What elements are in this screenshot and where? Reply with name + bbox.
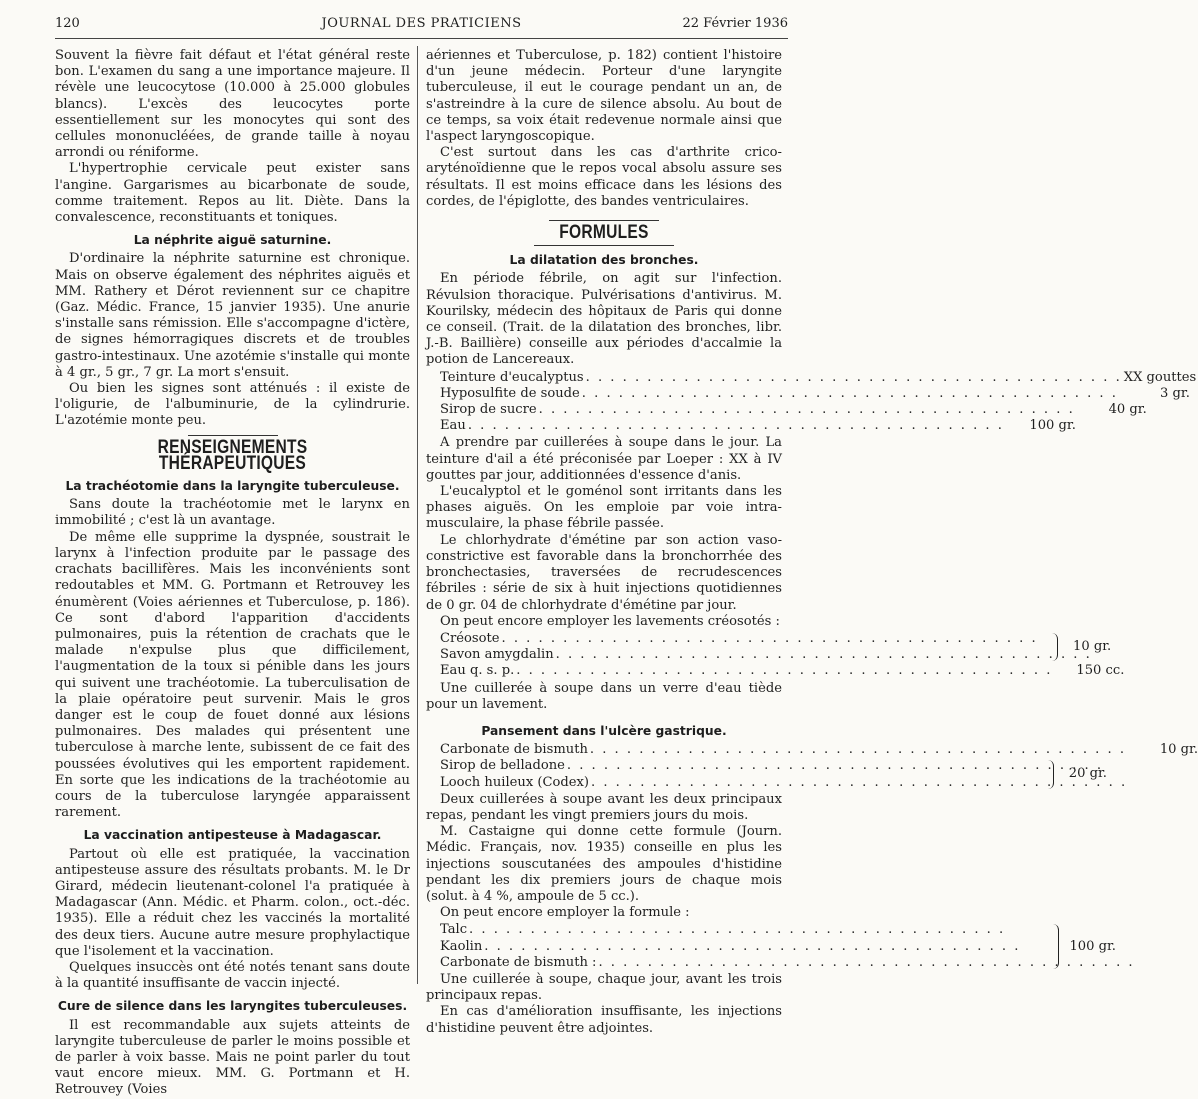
ingredient-name: Savon amygdalin (440, 647, 554, 663)
ingredient-name: Carbonate de bismuth : (440, 954, 597, 970)
page-number: 120 (55, 16, 80, 31)
brace (1045, 760, 1054, 788)
formula-group (440, 630, 1112, 663)
article-title: La trachéotomie dans la laryngite tuberculeuse. (65, 479, 400, 494)
section-title: FORMULES (559, 222, 649, 244)
left-column (55, 48, 410, 1099)
formula-row (440, 663, 1125, 679)
ingredient-amount: 150 cc. (1076, 663, 1125, 679)
paragraph: Sans doute la trachéotomie met le larynx en immobilité ; c'est là un avantage. (55, 497, 410, 529)
paragraph: Deux cuillerées à soupe avant les deux principaux repas, pendant les vingt premiers jours du mois. (426, 791, 782, 823)
ingredient-amount: 100 gr. (1069, 938, 1116, 954)
column-divider (417, 46, 418, 984)
paragraph: D'ordinaire la néphrite saturnine est chronique. Mais on observe également des néphrites aiguës et MM. Rathery et Dérot reviennent sur ce chapitre (Gaz. Médic. France, 15 janvier 1935). Une anurie s'installe sans rémission. Elle s'accompagne d'ictère, de signes hémorragiques discrets et de troubles gastro-intestinaux. Une azotémie s'installe qui monte à 4 gr., 5 gr., 7 gr. La mort s'ensuit. (55, 251, 410, 380)
article-title: Cure de silence dans les laryngites tuberculeuses. (57, 999, 408, 1014)
formula-row (440, 742, 1198, 758)
formula-table (440, 742, 1198, 791)
section-title: RENSEIGNEMENTS THÉRAPEUTIQUES (157, 436, 308, 474)
paragraph: En période fébrile, on agit sur l'infection. Révulsion thoracique. Pulvérisations d'antivirus. M. Kourilsky, médecin des hôpitaux de Paris qui donne ce conseil. (Trait. de la dilatation des bronches, libr. J.-B. Baillière) conseille aux périodes d'accalmie la potion de Lancereaux. (426, 271, 782, 368)
leader-dots (484, 939, 1047, 955)
formula-table (440, 369, 1197, 435)
leader-dots (590, 742, 1126, 758)
leader-dots (502, 631, 1048, 647)
article-title: La dilatation des bronches. (509, 253, 699, 268)
paragraph: De même elle supprime la dyspnée, soustrait le larynx à l'infection produite par le passage des crachats bacillifères. Mais les inconvénients sont redoutables et MM. G. Portmann et Retrouvey les énumèrent (Voies aériennes et Tuberculose, p. 186). Ce sont d'abord l'apparition d'accidents pulmonaires, puis la rétention de crachats que le malade n'expulse plus que difficilement, l'augmentation de la toux si pénible dans les jours qui suivent une trachéotomie. La tuberculisation de la plaie opératoire peut survenir. Mais le gros danger est le coup de fouet donné aux lésions pulmonaires. Des malades qui présentent une tuberculose à marche lente, subissent de ce fait des poussées évolutives qui les emportent rapidement. En sorte que les indications de la trachéotomie au cours de la tuberculose laryngée apparaissent rarement. (55, 529, 410, 821)
leader-dots (468, 418, 1004, 434)
paragraph: M. Castaigne qui donne cette formule (Journ. Médic. Français, nov. 1935) conseille en plus les injections souscutanées des ampoules d'histidine pendant les dix premiers jours de chaque mois (solut. à 4 %, ampoule de 5 cc.). (426, 824, 782, 904)
leader-dots (539, 402, 1075, 418)
ingredient-name: Teinture d'eucalyptus (440, 369, 584, 385)
ingredient-name: Looch huileux (Codex) (440, 774, 589, 790)
paragraph: On peut encore employer la formule : (440, 905, 690, 921)
article-title: Pansement dans l'ulcère gastrique. (481, 723, 727, 738)
formula-row (440, 385, 1190, 402)
paragraph: L'eucalyptol et le goménol sont irritants dans les phases aiguës. On les emploie par voie intra-musculaire, la phase fébrile passée. (426, 484, 782, 532)
paragraph: Il est recommandable aux sujets atteints de laryngite tuberculeuse de parler le moins possible et de parler à voix basse. Mais ne point parler du tout vaut encore mieux. MM. G. Portmann et H. Retrouvey (Voies (55, 1017, 410, 1098)
paragraph: Partout où elle est pratiquée, la vaccination antipesteuse assure des résultats probants. M. le Dr Girard, médecin lieutenant-colonel l'a pratiquée à Madagascar (Ann. Médic. et Pharm. colon., oct.-déc. 1935). Elle a réduit chez les vaccinés la mortalité des deux tiers. Aucune autre mesure prophylactique que l'isolement et la vaccination. (55, 846, 410, 959)
leader-dots (469, 922, 1048, 938)
ingredient-amount: 3 gr. (1160, 385, 1190, 401)
leader-dots (567, 758, 1103, 774)
ingredient-name: Sirop de sucre (440, 402, 537, 418)
leader-dots (586, 370, 1122, 386)
ingredient-amount: 10 gr. (1073, 639, 1112, 654)
page-header (55, 14, 788, 39)
ingredient-name: Créosote (440, 630, 500, 646)
divider (534, 245, 674, 246)
brace (1049, 633, 1058, 661)
formula-row (440, 631, 1049, 647)
formula-row (440, 939, 1050, 955)
formula-row (440, 647, 1049, 663)
formula-group (440, 758, 1107, 790)
formula-row (440, 955, 1050, 971)
formula-table (440, 922, 1116, 971)
paragraph: A prendre par cuillerées à soupe dans le jour. La teinture d'ail a été préconisée par Loeper : XX à IV gouttes par jour, additionnées d'essence d'anis. (426, 435, 782, 483)
ingredient-amount: 100 gr. (1029, 418, 1076, 434)
paragraph: En cas d'amélioration insuffisante, les injections d'histidine peuvent être adjointes. (426, 1004, 782, 1036)
paragraph: L'hypertrophie cervicale peut exister sans l'angine. Gargarismes au bicarbonate de soude, comme traitement. Repos au lit. Diète. Dans la convalescence, reconstituants et toniques. (55, 161, 410, 226)
paragraph: Une cuillerée à soupe dans un verre d'eau tiède pour un lavement. (426, 680, 782, 712)
formula-row (440, 758, 1045, 774)
divider (188, 435, 278, 436)
paragraph: C'est surtout dans les cas d'arthrite crico-aryténoïdienne que le repos vocal absolu assure ses résultats. Il est moins efficace dans les lésions des cordes, de l'épiglotte, des bandes ventriculaires. (426, 145, 782, 209)
brace (1050, 924, 1059, 969)
ingredient-amount: XX gouttes (1123, 369, 1197, 385)
paragraph: On peut encore employer les lavements créosotés : (440, 613, 780, 629)
article-title: La vaccination antipesteuse à Madagascar. (83, 828, 382, 843)
formula-table (440, 630, 1125, 680)
paragraph: Une cuillerée à soupe, chaque jour, avant les trois principaux repas. (426, 971, 782, 1004)
leader-dots (516, 663, 1052, 679)
ingredient-amount: 20 gr. (1068, 766, 1107, 782)
ingredient-name: Eau (440, 418, 466, 434)
ingredient-amount: 40 gr. (1108, 402, 1147, 418)
paragraph: aériennes et Tuberculose, p. 182) contient l'histoire d'un jeune médecin. Porteur d'une laryngite tuberculeuse, il eut le courage pendant un an, de s'astreindre à la cure de silence absolu. Au bout de ce temps, sa voix était redevenue normale ainsi que l'aspect laryngoscopique. (426, 48, 782, 145)
issue-date: 22 Février 1936 (682, 16, 788, 31)
leader-dots (556, 647, 1092, 663)
leader-dots (582, 386, 1118, 402)
ingredient-name: Eau q. s. p. (440, 663, 515, 679)
paragraph: Souvent la fièvre fait défaut et l'état général reste bon. L'examen du sang a une importance majeure. Il révèle une leucocytose (10.000 à 25.000 globules blancs). L'excès des leucocytes porte essentiellement sur les monocytes qui sont des cellules mononucléées, de grande taille à noyau arrondi ou réniforme. (55, 48, 410, 161)
formula-row (440, 369, 1197, 386)
ingredient-amount: 10 gr. (1159, 742, 1198, 758)
article-title: La néphrite aiguë saturnine. (133, 233, 332, 248)
formula-row (440, 418, 1076, 434)
paragraph: Le chlorhydrate d'émétine par son action vaso-constrictive est favorable dans la bronchorrhée des bronchectasies, traversées de recrudescences fébriles : série de six à huit injections quotidiennes de 0 gr. 04 de chlorhydrate d'émétine par jour. (426, 532, 782, 613)
right-column (426, 48, 1198, 1037)
formula-row (440, 922, 1050, 938)
paragraph: Ou bien les signes sont atténués : il existe de l'oligurie, de l'albuminurie, de la cylindrurie. L'azotémie monte peu. (55, 381, 410, 429)
paragraph: Quelques insuccès ont été notés tenant sans doute à la quantité insuffisante de vaccin injecté. (55, 959, 410, 992)
divider (549, 220, 659, 221)
formula-row (440, 775, 1045, 791)
ingredient-name: Hyposulfite de soude (440, 385, 580, 401)
ingredient-name: Talc (440, 922, 468, 938)
ingredient-name: Sirop de belladone (440, 758, 565, 774)
formula-row (440, 402, 1147, 418)
journal-title: JOURNAL DES PRATICIENS (321, 16, 522, 31)
formula-group (440, 922, 1116, 971)
ingredient-name: Carbonate de bismuth (440, 742, 588, 758)
ingredient-name: Kaolin (440, 938, 483, 954)
